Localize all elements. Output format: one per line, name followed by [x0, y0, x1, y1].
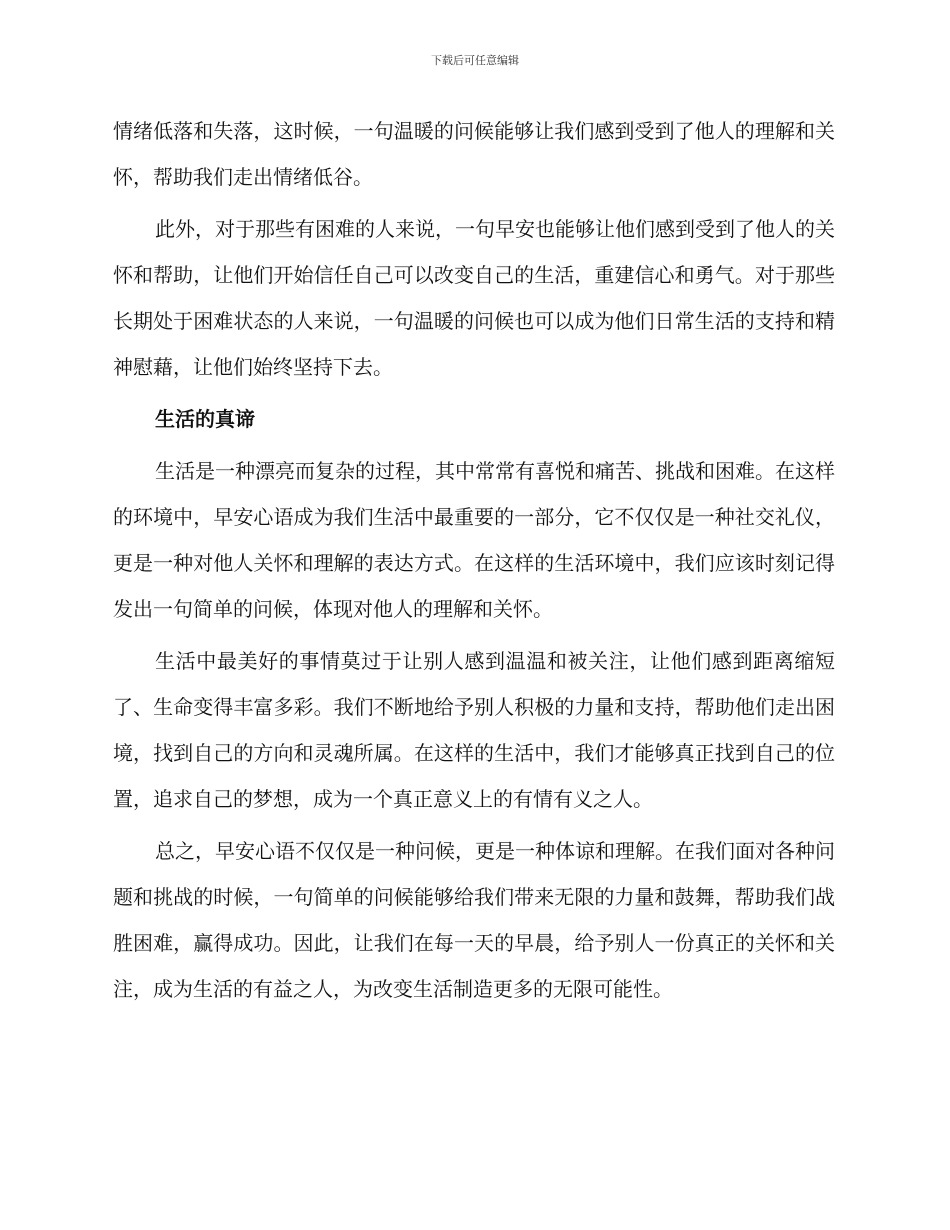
page-header: 下载后可任意编辑 — [431, 54, 519, 67]
paragraph-4: 生活中最美好的事情莫过于让别人感到温温和被关注，让他们感到距离缩短了、生命变得丰富多彩。我们不断地给予别人积极的力量和支持，帮助他们走出困境，找到自己的方向和灵魂所属。在这样的生活中，我们才能够真正找到自己的位置，追求自己的梦想，成为一个真正意义上的有情有义之人。 — [113, 649, 835, 811]
document-body — [113, 108, 835, 1012]
paragraph-3: 生活是一种漂亮而复杂的过程，其中常常有喜悦和痛苦、挑战和困难。在这样的环境中，早安心语成为我们生活中最重要的一部分，它不仅仅是一种社交礼仪，更是一种对他人关怀和理解的表达方式。在这样的生活环境中，我们应该时刻记得发出一句简单的问候，体现对他人的理解和关怀。 — [113, 459, 835, 621]
paragraph-1: 情绪低落和失落，这时候，一句温暖的问候能够让我们感到受到了他人的理解和关怀，帮助我们走出情绪低谷。 — [113, 119, 835, 189]
paragraph-5: 总之，早安心语不仅仅是一种问候，更是一种体谅和理解。在我们面对各种问题和挑战的时候，一句简单的问候能够给我们带来无限的力量和鼓舞，帮助我们战胜困难，赢得成功。因此，让我们在每一天的早晨，给予别人一份真正的关怀和关注，成为生活的有益之人，为改变生活制造更多的无限可能性。 — [113, 839, 835, 1001]
section-heading: 生活的真谛 — [155, 407, 255, 431]
paragraph-2: 此外，对于那些有困难的人来说，一句早安也能够让他们感到受到了他人的关怀和帮助，让他们开始信任自己可以改变自己的生活，重建信心和勇气。对于那些长期处于困难状态的人来说，一句温暖的问候也可以成为他们日常生活的支持和精神慰藉，让他们始终坚持下去。 — [113, 217, 835, 379]
